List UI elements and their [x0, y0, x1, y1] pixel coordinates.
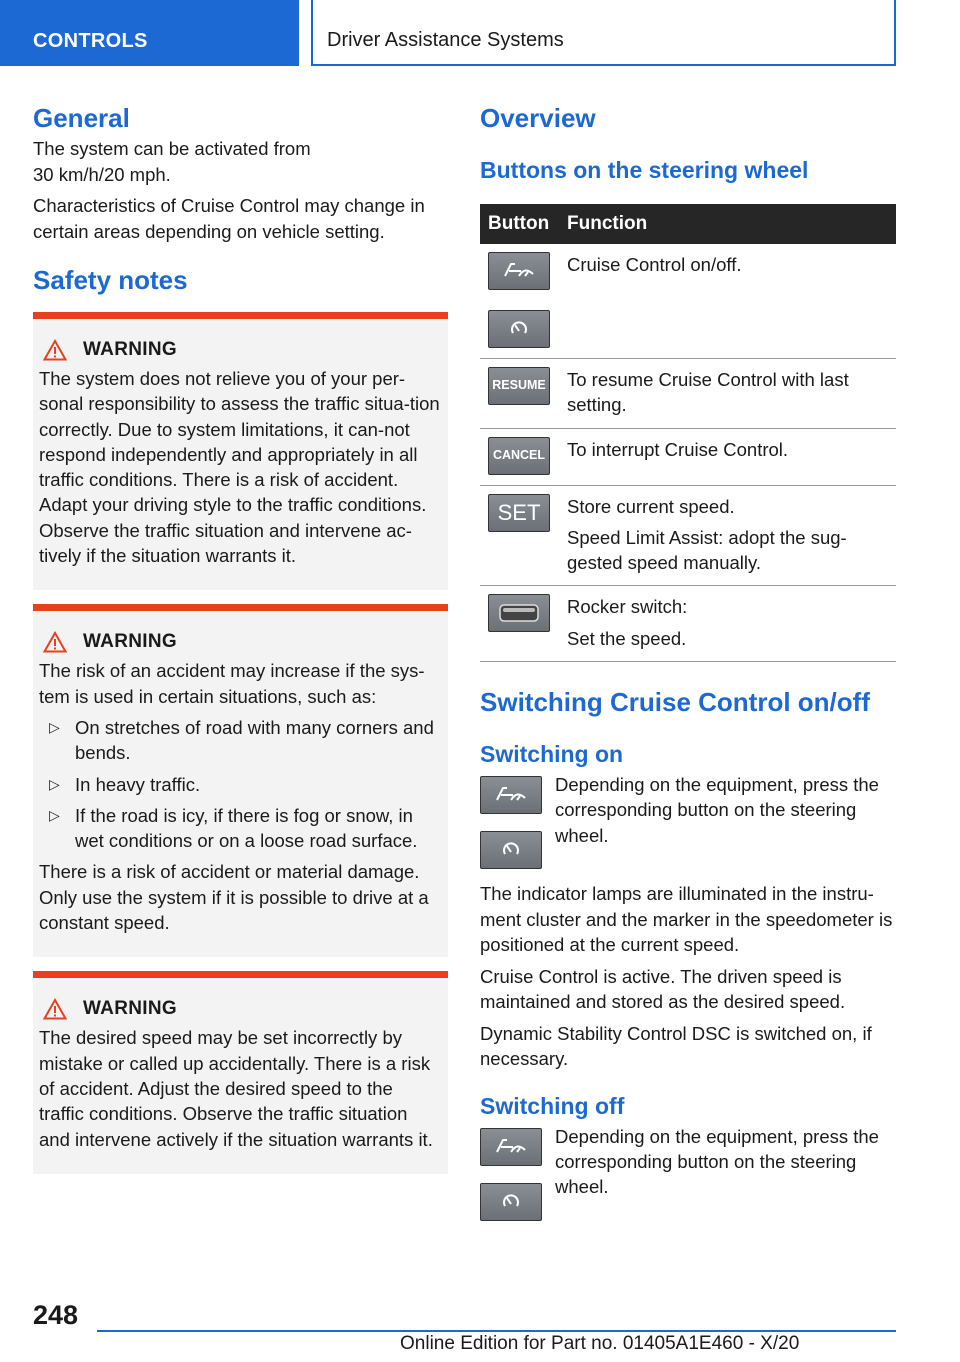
list-item: ▷ On stretches of road with many corners and bends.: [49, 716, 434, 764]
list-item: ▷ If the road is icy, if there is fog or snow, in wet conditions or on a loose road surface.: [49, 804, 418, 852]
right-column: [480, 100, 896, 1221]
warning-box-3: [33, 971, 448, 1173]
warning-box-2: [33, 604, 448, 957]
switching-off-text: Depending on the equipment, press the corresponding button on the steering wheel.: [555, 1125, 879, 1198]
warning-title: WARNING: [43, 339, 440, 361]
button-cell: [480, 485, 567, 586]
table-row: [480, 244, 896, 359]
table-row: [480, 586, 896, 662]
speed-limiter-icon: [488, 310, 550, 348]
list-item: ▷ In heavy traffic.: [39, 772, 440, 797]
cruise-control-icon: [480, 776, 542, 814]
safety-notes-heading: Safety notes: [33, 265, 188, 295]
triangle-bullet-icon: ▷: [49, 775, 60, 792]
chapter-label: Driver Assistance Systems: [327, 29, 564, 51]
switching-on-paragraph-1: The indicator lamps are illuminated in the instru-ment cluster and the marker in the speedometer is positioned at the current speed.: [480, 883, 893, 956]
button-cell: [480, 359, 567, 429]
warning-outro: There is a risk of accident or material damage. Only use the system if it is possible to drive at a constant speed.: [39, 861, 429, 934]
function-cell: Cruise Control on/off.: [567, 244, 896, 359]
cruise-control-icon: [488, 252, 550, 290]
triangle-bullet-icon: ▷: [49, 806, 60, 823]
function-cell: Rocker switch: Set the speed.: [567, 586, 896, 662]
button-cell: [480, 244, 567, 359]
switching-off-block: [480, 1125, 896, 1221]
button-cell: [480, 428, 567, 485]
cruise-control-icon: [480, 1128, 542, 1166]
buttons-table: [480, 204, 896, 662]
function-cell: To resume Cruise Control with last setting.: [567, 359, 896, 429]
switching-off-heading: Switching off: [480, 1092, 625, 1119]
warning-title: WARNING: [43, 998, 440, 1020]
warning-text: The desired speed may be set incorrectly by mistake or called up accidentally. There is a risk of accident. Adjust the desired speed to the traffic conditions. Observe the traffic situation and intervene actively if the situation warrants it.: [39, 1027, 433, 1150]
triangle-bullet-icon: ▷: [49, 718, 60, 735]
resume-button-icon: RESUME: [488, 367, 550, 405]
column-header-function: Function: [567, 204, 896, 244]
function-cell: Store current speed. Speed Limit Assist: adopt the sug-gested speed manually.: [567, 485, 896, 586]
general-paragraph-1: The system can be activated from 30 km/h/20 mph.: [33, 138, 311, 185]
warning-box-1: [33, 312, 448, 590]
table-row: [480, 485, 896, 586]
cancel-button-icon: CANCEL: [488, 437, 550, 475]
warning-list: [39, 715, 440, 853]
buttons-heading: Buttons on the steering wheel: [480, 157, 809, 183]
switching-on-block: [480, 776, 896, 869]
warning-triangle-icon: [43, 339, 67, 361]
warning-triangle-icon: [43, 631, 67, 653]
warning-triangle-icon: [43, 998, 67, 1020]
table-row: [480, 428, 896, 485]
speed-limiter-icon: [480, 1183, 542, 1221]
section-tab: [0, 0, 299, 66]
switching-on-paragraph-2: Cruise Control is active. The driven speed is maintained and stored as the desired speed.: [480, 965, 846, 1013]
warning-intro: The risk of an accident may increase if the sys-tem is used in certain situations, such as:: [39, 660, 425, 707]
function-cell: To interrupt Cruise Control.: [567, 428, 896, 485]
warning-title: WARNING: [43, 631, 440, 653]
rocker-switch-icon: [488, 594, 550, 632]
chapter-tab: [311, 0, 896, 66]
switching-on-heading: Switching on: [480, 741, 624, 768]
left-column: [33, 100, 448, 1174]
warning-text: The system does not relieve you of your per-sonal responsibility to assess the traffic situa-tion correctly. Due to system limitations, it can-not respond independently and appropriately in all traffic conditions. There is a risk of accident. Adapt your driving style to the traffic conditions. Observe the traffic situation and intervene ac-tively if the situation warrants it.: [39, 368, 440, 567]
switching-on-text: Depending on the equipment, press the corresponding button on the steering wheel.: [555, 774, 879, 846]
section-label: CONTROLS: [33, 30, 148, 52]
page-number: 248: [33, 1300, 79, 1330]
general-heading: General: [33, 103, 130, 133]
set-button-icon: SET: [488, 494, 550, 532]
footer-divider: [97, 1330, 896, 1332]
column-header-button: Button: [480, 204, 567, 244]
switching-heading: Switching Cruise Control on/off: [480, 687, 870, 718]
table-row: [480, 359, 896, 429]
speed-limiter-icon: [480, 831, 542, 869]
switching-on-paragraph-3: Dynamic Stability Control DSC is switched on, if necessary.: [480, 1022, 872, 1070]
general-paragraph-2: Characteristics of Cruise Control may change in certain areas depending on vehicle setting.: [33, 195, 425, 242]
button-cell: [480, 586, 567, 662]
overview-heading: Overview: [480, 103, 596, 133]
edition-text: Online Edition for Part no. 01405A1E460 - X/20: [400, 1333, 800, 1354]
